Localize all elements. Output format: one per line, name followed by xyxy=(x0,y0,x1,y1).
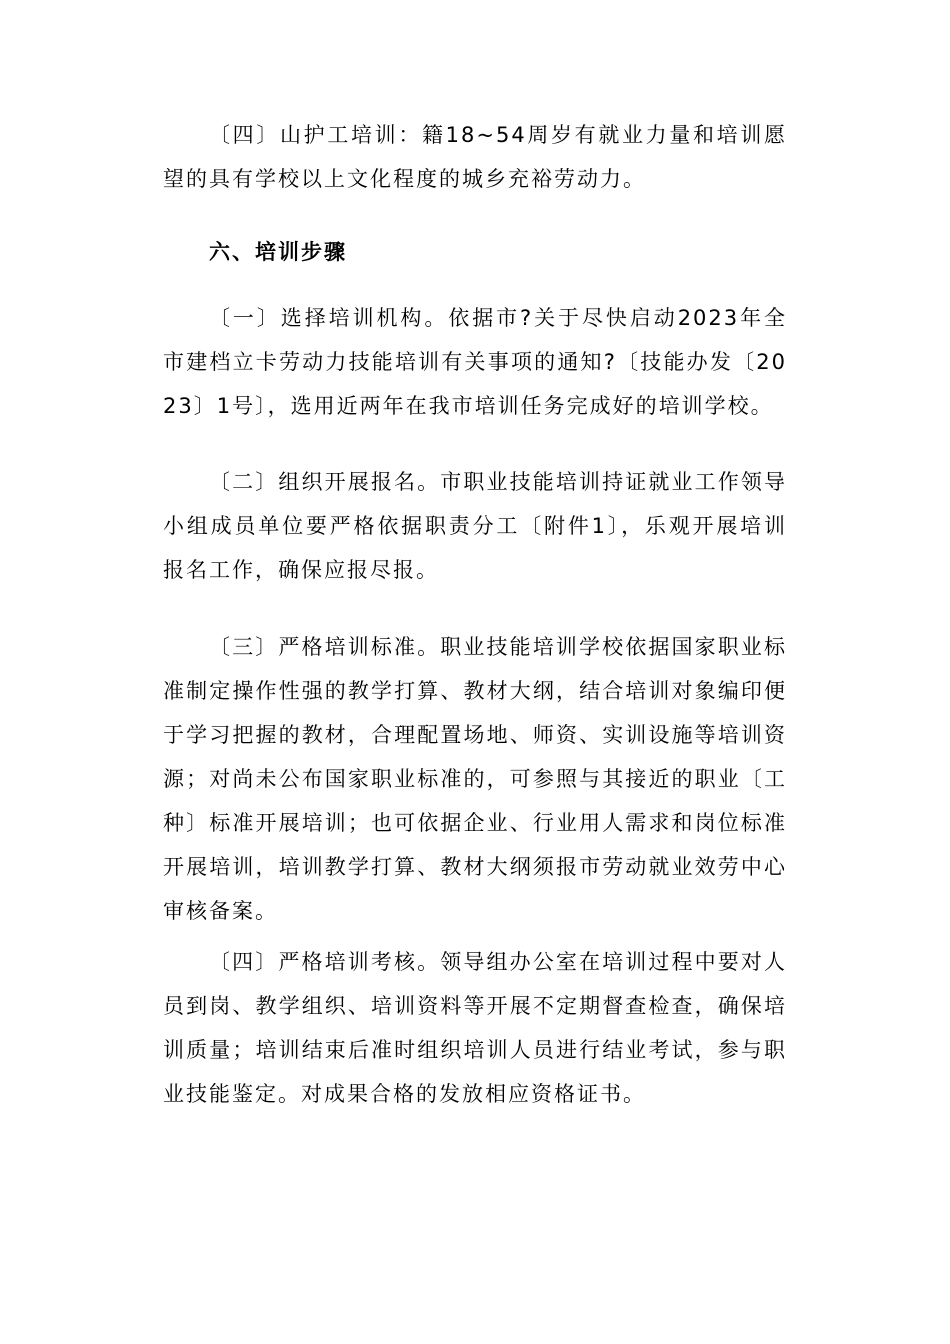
paragraph-training-standards: 〔三〕严格培训标准。职业技能培训学校依据国家职业标准制定操作性强的教学打算、教材大纲，结合培训对象编印便于学习把握的教材，合理配置场地、师资、实训设施等培训资源；对尚未公布国家职业标准的，可参照与其接近的职业〔工种〕标准开展培训；也可依据企业、行业用人需求和岗位标准开展培训，培训教学打算、教材大纲须报市劳动就业效劳中心审核备案。 xyxy=(163,635,787,923)
section-heading-training-steps: 六、培训步骤 xyxy=(209,240,347,264)
paragraph-organize-registration: 〔二〕组织开展报名。市职业技能培训持证就业工作领导小组成员单位要严格依据职责分工〔附件1〕，乐观开展培训报名工作，确保应报尽报。 xyxy=(163,470,787,582)
paragraph-training-assessment: 〔四〕严格培训考核。领导组办公室在培训过程中要对人员到岗、教学组织、培训资料等开展不定期督查检查，确保培训质量；培训结束后准时组织培训人员进行结业考试，参与职业技能鉴定。对成果合格的发放相应资格证书。 xyxy=(163,950,787,1106)
paragraph-select-institution: 〔一〕选择培训机构。依据市?关于尽快启动2023年全市建档立卡劳动力技能培训有关事项的通知?〔技能办发〔2023〕1号〕，选用近两年在我市培训任务完成好的培训学校。 xyxy=(163,306,787,418)
paragraph-rural-worker-training: 〔四〕山护工培训：籍18~54周岁有就业力量和培训愿望的具有学校以上文化程度的城乡充裕劳动力。 xyxy=(163,123,787,191)
